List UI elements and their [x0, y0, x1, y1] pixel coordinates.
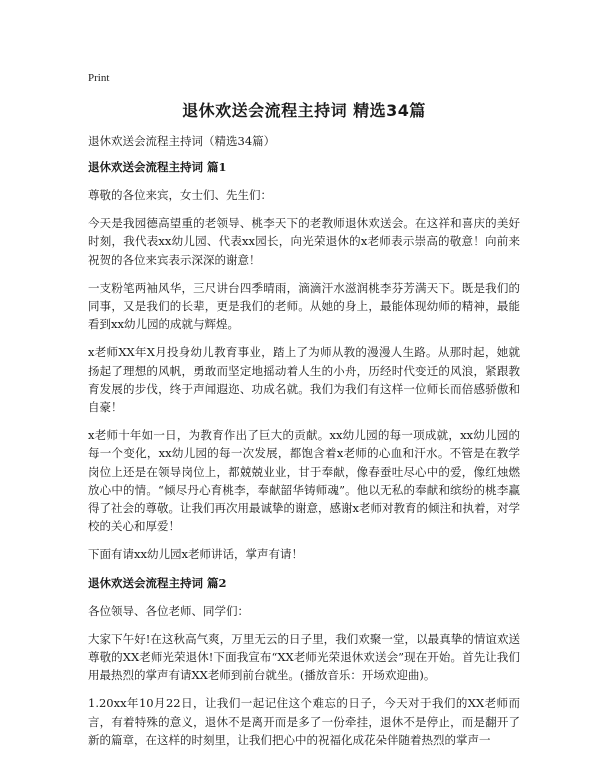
section-heading: 退休欢送会流程主持词 篇1: [88, 160, 227, 174]
paragraph: 今天是我园德高望重的老领导、桃李天下的老教师退休欢送会。在这祥和喜庆的美好时刻，我代表xx幼儿园、代表xx园长，向光荣退休的x老师表示崇高的敬意！向前来祝贺的各位来宾表示深深的谢意！: [88, 216, 520, 267]
document-body: [88, 158, 520, 759]
section-1: [88, 158, 520, 564]
paragraph: 大家下午好!在这秋高气爽，万里无云的日子里，我们欢聚一堂，以最真挚的情谊欢送尊敬的XX老师光荣退休!下面我宣布“XX老师光荣退休欢送会”现在开始。首先让我们用最热烈的掌声有请XX老师到前台就坐。(播放音乐：开场欢迎曲)。: [88, 631, 520, 683]
paragraph: 各位领导、各位老师、同学们：: [88, 603, 249, 618]
paragraph: 一支粉笔两袖风华，三尺讲台四季晴雨，滴滴汗水滋润桃李芬芳满天下。既是我们的同事，又是我们的长辈，更是我们的老师。从她的身上，最能体现幼师的精神，最能看到xx幼儿园的成就与辉煌。: [88, 280, 520, 332]
print-label: Print: [88, 72, 110, 84]
document-title: 退休欢送会流程主持词 精选34篇: [182, 101, 426, 120]
paragraph: x老师XX年X月投身幼儿教育事业，踏上了为师从教的漫漫人生路。从那时起，她就扬起了理想的风帆，勇敢而坚定地摇动着人生的小舟，历经时代变迁的风浪，紧跟教育发展的步伐，终于声闻遐迩、功成名就。我们为我们有这样一位师长而倍感骄傲和自豪！: [88, 345, 520, 415]
paragraph: 下面有请xx幼儿园x老师讲话，掌声有请！: [88, 547, 303, 562]
paragraph: 尊敬的各位来宾，女士们、先生们：: [88, 188, 272, 202]
document-subtitle: 退休欢送会流程主持词（精选34篇）: [88, 134, 276, 148]
paragraph: 1.20xx年10月22日，让我们一起记住这个难忘的日子，今天对于我们的XX老师而言，有着特殊的意义，退休不是离开而是多了一份牵挂，退休不是停止，而是翻开了新的篇章，在这样的时刻里，让我们把心中的祝福化成花朵伴随着热烈的掌声一: [88, 696, 520, 747]
section-2: [88, 574, 520, 749]
section-heading: 退休欢送会流程主持词 篇2: [88, 575, 227, 590]
paragraph: x老师十年如一日，为教育作出了巨大的贡献。xx幼儿园的每一项成就，xx幼儿园的每一个变化，xx幼儿园的每一次发展，都饱含着x老师的心血和汗水。不管是在教学岗位上还是在领导岗位上，都兢兢业业，甘于奉献，像春蚕吐尽心中的爱，像红烛燃放心中的情。“倾尽丹心育桃李，奉献韶华铸师魂”。他以无私的奉献和缤纷的桃李赢得了社会的尊敬。让我们再次用最诚挚的谢意，感谢x老师对教育的倾注和执着，对学校的关心和厚爱！: [88, 428, 520, 534]
